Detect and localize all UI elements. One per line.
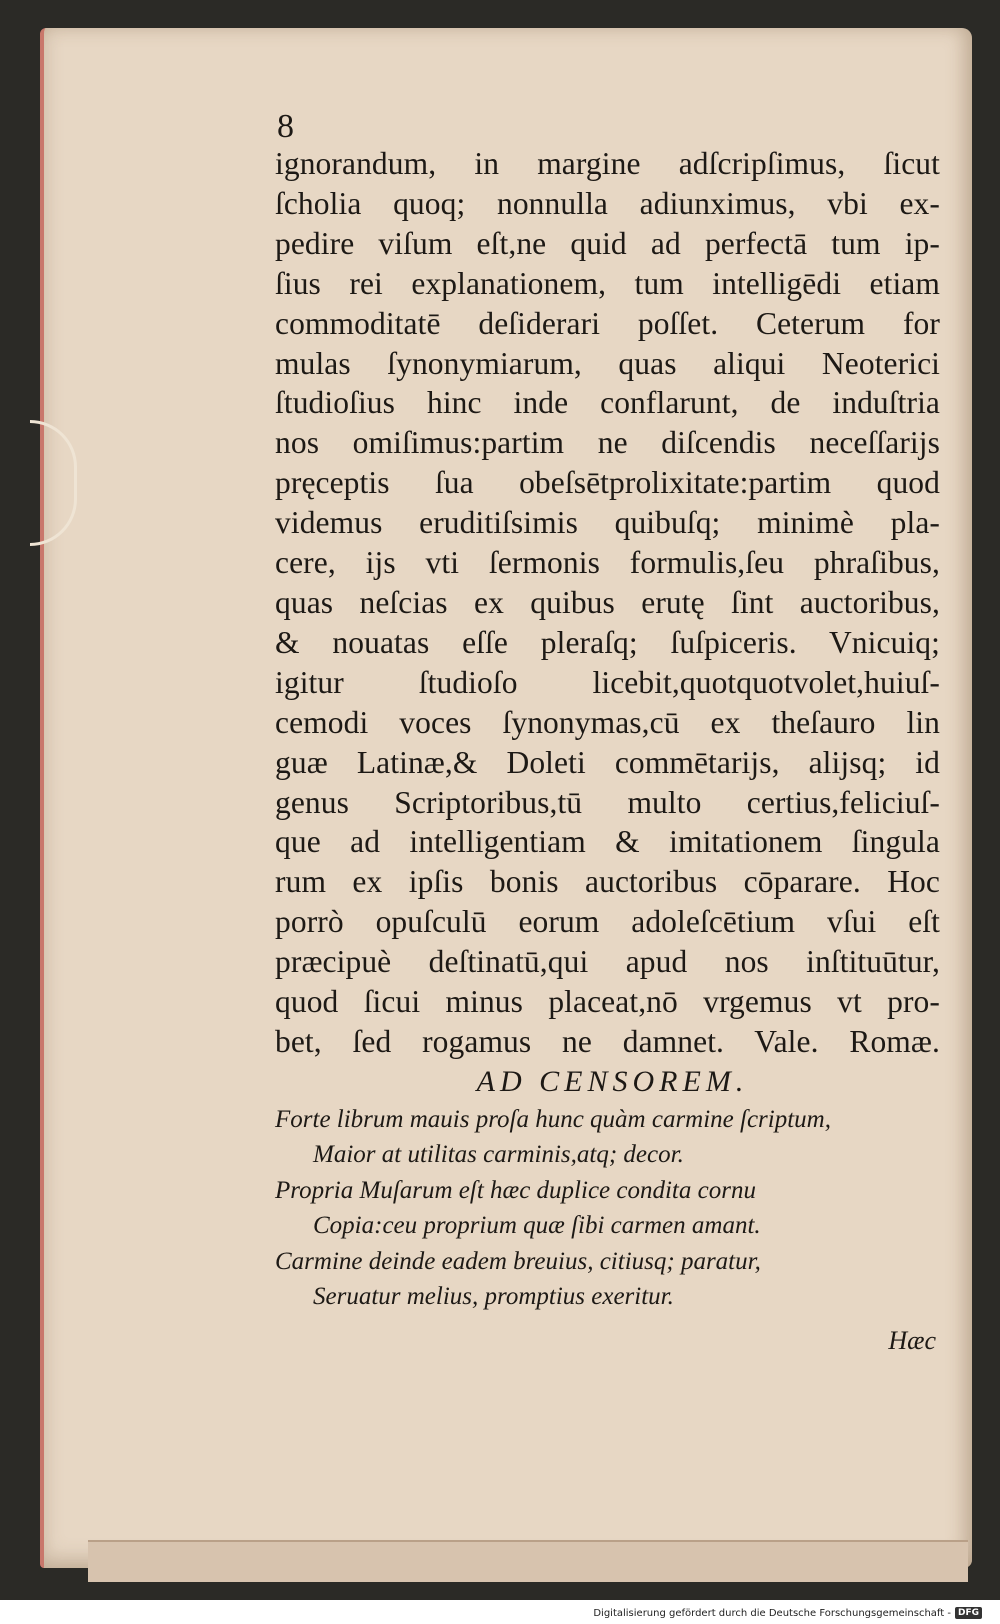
prose-body [275,144,940,1062]
text-line: mulas ſynonymiarum, quas aliqui Neoterici [275,345,940,381]
poem [275,1102,940,1315]
text-line: cemodi voces ſynonymas,cū ex theſauro lin [275,704,940,740]
catchword: Hæc [888,1325,936,1355]
text-line: nos omiſimus:partim ne diſcendis neceſſarijs [275,425,940,461]
text-line: porrò opuſculū eorum adoleſcētium vſui eſt [275,904,940,940]
poem-line: Propria Muſarum eſt hæc duplice condita cornu [275,1176,756,1204]
page-text [275,110,940,1361]
poem-line: Copia:ceu proprium quæ ſibi carmen amant. [313,1212,761,1240]
text-line: pręceptis ſua obeſsētprolixitate:partim quod [275,465,940,501]
poem-line: Maior at utilitas carminis,atq; decor. [313,1141,684,1169]
text-line: que ad intelligentiam & imitationem ſingula [275,824,940,860]
text-line: cere, ijs vti ſermonis formulis,ſeu phraſibus, [275,545,940,581]
digitization-footer [593,1604,982,1622]
text-line: quod ſicui minus placeat,nō vrgemus vt pro- [275,984,940,1020]
poem-line: Carmine deinde eadem breuius, citiusq; paratur, [275,1247,761,1275]
text-line: igitur ſtudioſo licebit,quotquotvolet,huiuſ- [275,664,940,700]
footer-text: Digitalisierung gefördert durch die Deutsche Forschungsgemeinschaft - [593,1607,951,1619]
text-line: commoditatē deſiderari poſſet. Ceterum for [275,305,940,341]
text-line: præcipuè deſtinatū,qui apud nos inſtituūtur, [275,944,940,980]
text-line: pedire viſum eſt,ne quid ad perfectā tum ip- [275,225,940,261]
text-line: rum ex ipſis bonis auctoribus cōparare. Hoc [275,864,940,900]
text-line: & nouatas eſſe pleraſq; ſuſpiceris. Vnicuiq; [275,624,940,660]
text-line: bet, ſed rogamus ne damnet. Vale. Romæ. [275,1023,940,1059]
text-line: ignorandum, in margine adſcripſimus, ſicut [275,146,940,181]
text-line: guæ Latinæ,& Doleti commētarijs, alijsq; id [275,744,940,780]
dfg-logo: DFG [955,1607,982,1619]
poem-line: Seruatur melius, promptius exeritur. [313,1283,674,1311]
poem-line: Forte librum mauis proſa hunc quàm carmine ſcriptum, [275,1105,831,1133]
text-line: videmus eruditiſsimis quibuſq; minimè pla- [275,505,940,541]
page-bottom-edge [88,1540,968,1582]
text-line: genus Scriptoribus,tū multo certius,feliciuſ- [275,784,940,820]
text-line: ſcholia quoq; nonnulla adiunximus, vbi ex- [275,185,940,221]
text-line: quas neſcias ex quibus erutę ſint auctoribus, [275,584,940,620]
text-line: ſtudioſius hinc inde conflarunt, de induſtria [275,385,940,421]
page-number: 8 [277,108,294,145]
text-line: ſius rei explanationem, tum intelligēdi etiam [275,265,940,301]
section-heading: AD CENSOREM. [476,1064,749,1098]
